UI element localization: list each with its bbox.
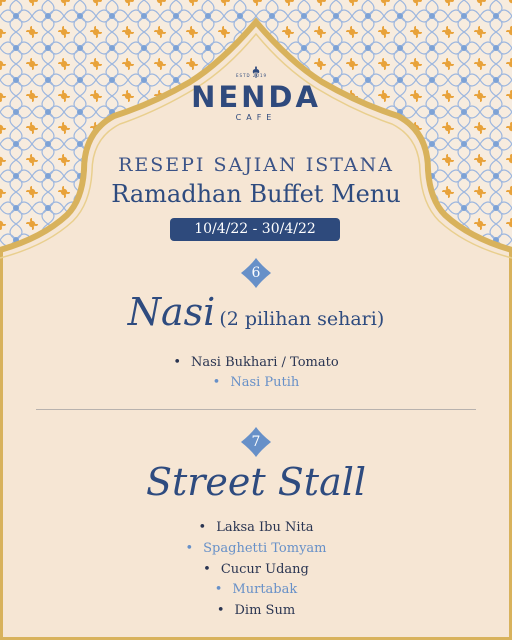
menu-item-label: Dim Sum [234,603,296,618]
section-number: 6 [251,265,261,281]
menu-item-label: Nasi Putih [230,375,300,390]
date-range-badge: 10/4/22 - 30/4/22 [170,218,340,241]
bullet: • [214,582,223,597]
menu-item-label: Murtabak [232,582,298,597]
menu-title: Ramadhan Buffet Menu [111,180,401,208]
logo-established: ESTD 2019 [236,73,268,78]
menu-item [0,603,512,618]
bullet: • [216,603,225,618]
menu-item [0,355,512,370]
bullet: • [198,520,207,535]
menu-subtitle: RESEPI SAJIAN ISTANA [118,154,394,176]
menu-item-label: Nasi Bukhari / Tomato [191,355,339,370]
menu-item-label: Laksa Ibu Nita [216,520,314,535]
bullet: • [173,355,181,370]
menu-item [0,562,512,577]
menu-item-label: Cucur Udang [220,562,309,577]
menu-item [0,520,512,535]
menu-item [0,375,512,390]
bullet: • [212,375,221,390]
section-heading: Nasi [127,290,216,334]
section-note: (2 pilihan sehari) [219,308,385,330]
menu-item-label: Spaghetti Tomyam [203,541,327,556]
section-title [0,460,512,504]
logo-tagline: CAFE [235,113,277,122]
section-number: 7 [251,434,261,450]
logo-name: NENDA [191,80,321,114]
menu-item [0,541,512,556]
section-heading: Street Stall [145,460,367,504]
section-divider [36,409,476,410]
section-title [0,290,512,334]
bullet: • [203,562,211,577]
bullet: • [185,541,194,556]
menu-item [0,582,512,597]
